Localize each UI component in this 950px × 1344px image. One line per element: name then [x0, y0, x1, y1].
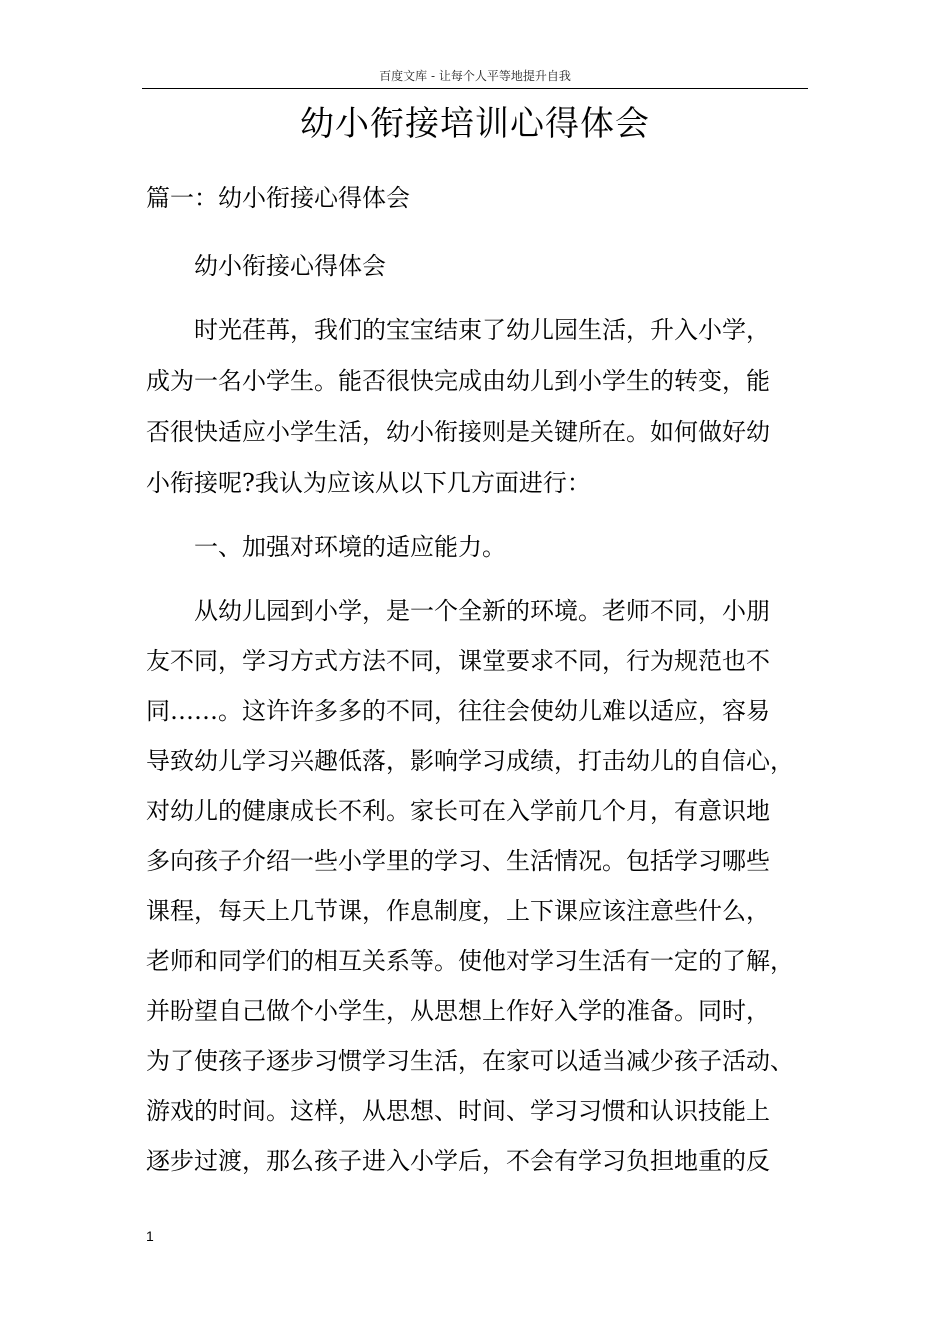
paragraph-2-line-3: 同……。这许许多多的不同，往往会使幼儿难以适应，容易: [146, 697, 770, 725]
paragraph-2-line-10: 为了使孩子逐步习惯学习生活，在家可以适当减少孩子活动、: [146, 1047, 794, 1075]
paragraph-1-line-2: 成为一名小学生。能否很快完成由幼儿到小学生的转变，能: [146, 367, 770, 395]
paragraph-2-line-8: 老师和同学们的相互关系等。使他对学习生活有一定的了解，: [146, 947, 794, 975]
paragraph-2-line-1: 从幼儿园到小学，是一个全新的环境。老师不同，小朋: [194, 597, 770, 625]
paragraph-2-line-6: 多向孩子介绍一些小学里的学习、生活情况。包括学习哪些: [146, 847, 770, 875]
paragraph-1-line-3: 否很快适应小学生活，幼小衔接则是关键所在。如何做好幼: [146, 418, 770, 446]
paragraph-2-line-2: 友不同，学习方式方法不同，课堂要求不同，行为规范也不: [146, 647, 770, 675]
paragraph-1-line-1: 时光荏苒，我们的宝宝结束了幼儿园生活，升入小学，: [194, 316, 770, 344]
paragraph-2-line-4: 导致幼儿学习兴趣低落，影响学习成绩，打击幼儿的自信心，: [146, 747, 794, 775]
paragraph-2-line-12: 逐步过渡，那么孩子进入小学后，不会有学习负担地重的反: [146, 1147, 770, 1175]
paragraph-2-line-5: 对幼儿的健康成长不利。家长可在入学前几个月，有意识地: [146, 797, 770, 825]
paragraph-2-line-9: 并盼望自己做个小学生，从思想上作好入学的准备。同时，: [146, 997, 770, 1025]
paragraph-2-line-7: 课程，每天上几节课，作息制度，上下课应该注意些什么，: [146, 897, 770, 925]
paragraph-2-line-11: 游戏的时间。这样，从思想、时间、学习习惯和认识技能上: [146, 1097, 770, 1125]
page-header: [142, 64, 808, 89]
paragraph-1-line-4: 小衔接呢?我认为应该从以下几方面进行：: [146, 469, 591, 497]
page-number: 1: [146, 1228, 154, 1244]
document-title: 幼小衔接培训心得体会: [300, 104, 650, 144]
header-text: 百度文库 - 让每个人平等地提升自我: [379, 69, 571, 83]
section-heading: 篇一：幼小衔接心得体会: [146, 184, 410, 212]
section-subheading: 幼小衔接心得体会: [194, 252, 386, 280]
point-1-heading: 一、加强对环境的适应能力。: [194, 533, 506, 561]
